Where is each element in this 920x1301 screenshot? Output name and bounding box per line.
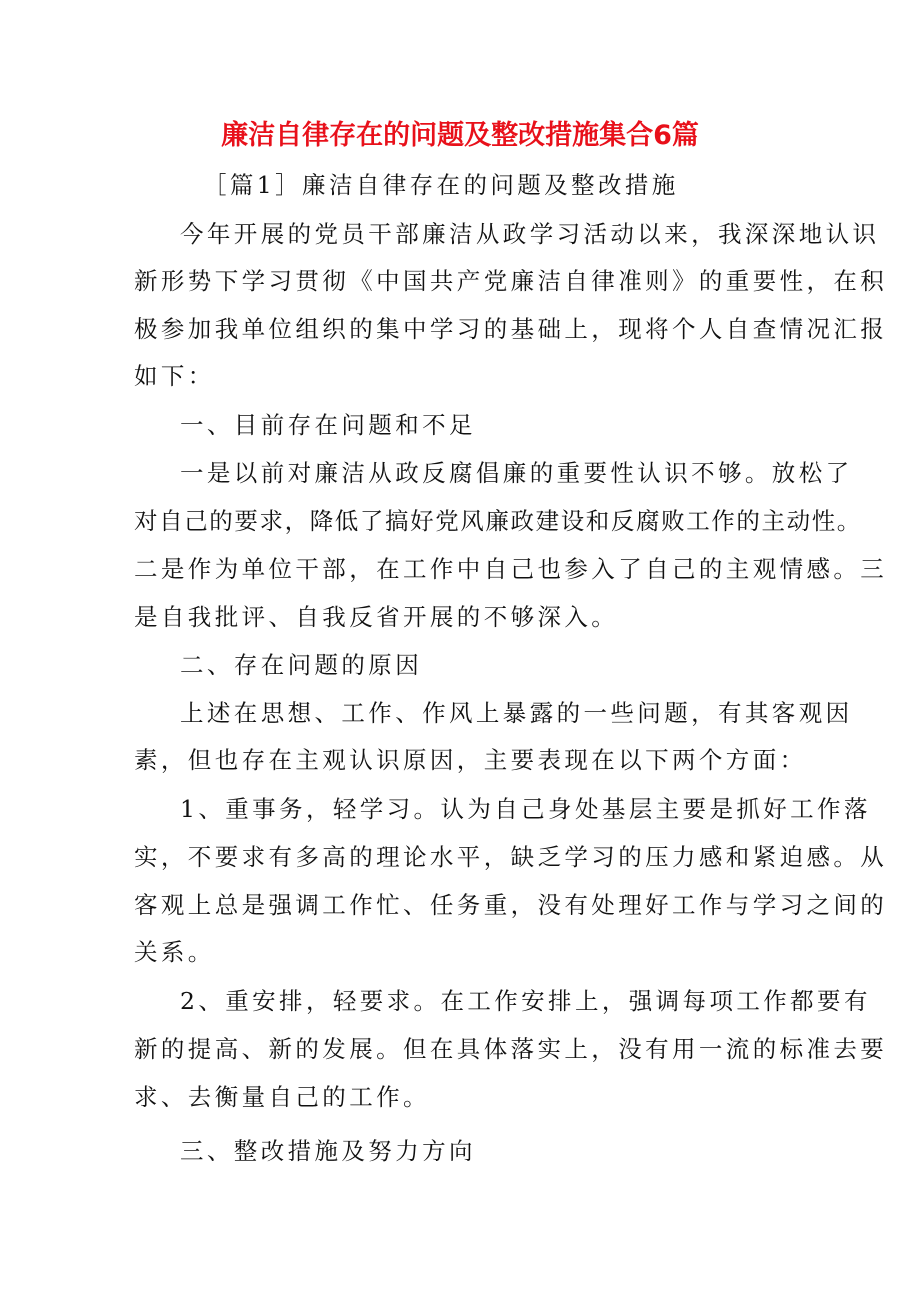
subheading: 一、目前存在问题和不足 bbox=[180, 411, 476, 439]
paragraph-line: 2、重安排，轻要求。在工作安排上，强调每项工作都要有 bbox=[180, 987, 871, 1015]
paragraph-line: 如下： bbox=[134, 362, 215, 390]
paragraph-line: 二是作为单位干部，在工作中自己也参入了自己的主观情感。三 bbox=[134, 555, 888, 583]
paragraph-line: 素，但也存在主观认识原因，主要表现在以下两个方面： bbox=[134, 746, 807, 774]
subheading: 三、整改措施及努力方向 bbox=[180, 1137, 476, 1165]
paragraph-line: 今年开展的党员干部廉洁从政学习活动以来，我深深地认识 bbox=[180, 220, 880, 248]
paragraph-line: 客观上总是强调工作忙、任务重，没有处理好工作与学习之间的 bbox=[134, 891, 888, 919]
paragraph-line: 求、去衡量自己的工作。 bbox=[134, 1083, 430, 1111]
paragraph-line: 是自我批评、自我反省开展的不够深入。 bbox=[134, 603, 619, 631]
paragraph-line: 对自己的要求，降低了搞好党风廉政建设和反腐败工作的主动性。 bbox=[134, 507, 862, 535]
document-title: 廉洁自律存在的问题及整改措施集合6篇 bbox=[221, 120, 699, 151]
section-heading: ［篇1］廉洁自律存在的问题及整改措施 bbox=[203, 171, 679, 199]
paragraph-line: 1、重事务，轻学习。认为自己身处基层主要是抓好工作落 bbox=[180, 795, 871, 823]
paragraph-line: 一是以前对廉洁从政反腐倡廉的重要性认识不够。放松了 bbox=[180, 459, 853, 487]
paragraph-line: 实，不要求有多高的理论水平，缺乏学习的压力感和紧迫感。从 bbox=[134, 843, 888, 871]
subheading: 二、存在问题的原因 bbox=[180, 651, 423, 679]
paragraph-line: 新的提高、新的发展。但在具体落实上，没有用一流的标准去要 bbox=[134, 1035, 888, 1063]
paragraph-line: 上述在思想、工作、作风上暴露的一些问题，有其客观因 bbox=[180, 699, 853, 727]
paragraph-line: 极参加我单位组织的集中学习的基础上，现将个人自查情况汇报 bbox=[134, 315, 888, 343]
paragraph-line: 关系。 bbox=[134, 938, 215, 966]
paragraph-line: 新形势下学习贯彻《中国共产党廉洁自律准则》的重要性，在积 bbox=[134, 267, 888, 295]
